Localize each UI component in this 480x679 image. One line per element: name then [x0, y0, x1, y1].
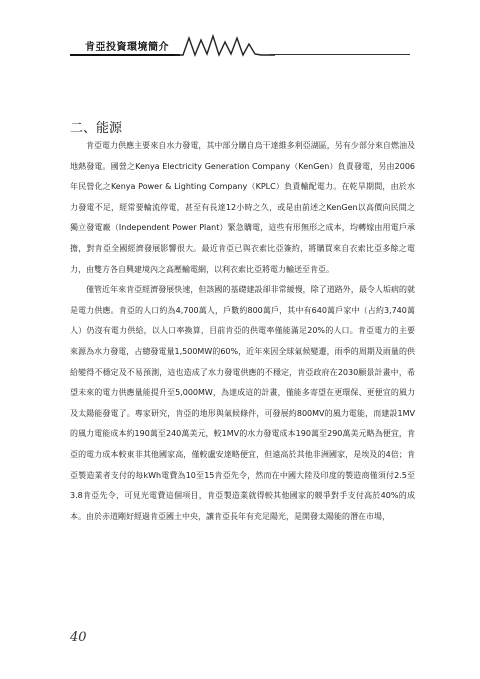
header-rule — [270, 54, 410, 55]
paragraph-2: 僅管近年來肯亞經濟發展快速，但該國的基礎建設卻非常緩慢，除了道路外，最令人垢病的就是電力供應。肯亞的人口約為4,700萬人，戶數約800萬戶，其中有640萬戶家中（占約3,740萬人）仍沒有電力供給，以人口率換算，目前肯亞的供電率僅能滿足20%的人口。肯亞電力的主要來源為水力發電，占總發電量1,500MW的60%，近年來因全球氣候變遷，雨季的周期及雨量的供給變得不穩定及不易預測，這也造成了水力發電供應的不穩定，肯亞政府在2030願景計畫中，希望未來的電力供應量能提升至5,000MW，為達成這的計畫，僅能多寄望在更環保、更便宜的風力及太陽能發電了。專家研究，肯亞的地形與氣候條件，可發展約800MV的風力電能，而建設1MV的風力電能成本約190萬至240萬美元，較1MV的水力發電成本190萬至290萬美元略為便宜，肯亞的電力成本較東非其他國家高，僅較盧安達略便宜，但遠高於其他非洲國家，是埃及的4倍；肯亞製造業者支付的每kWh電費為10至15肯亞先令，然而在中國大陸及印度的製造商僅須付2.5至3.8肯亞先令，可見光電費這個項目，肯亞製造業就得較其他國家的競爭對手支付高於40%的成本。由於赤道剛好經過肯亞國土中央，讓肯亞長年有充足陽光，是開發太陽能的潛在市場， — [70, 285, 415, 521]
waveform-icon — [175, 32, 275, 58]
body-text — [70, 136, 415, 527]
header-title: 肯亞投資環境簡介 — [85, 42, 169, 53]
header-underline — [70, 54, 180, 56]
page-number: 40 — [70, 630, 87, 645]
page-header — [0, 30, 480, 58]
section-heading: 二、能源 — [70, 120, 123, 136]
paragraph-1: 肯亞電力供應主要來自水力發電，其中部分購自烏干達維多利亞湖區，另有少部分來自燃油及地熱發電。國營之Kenya Electricity Generation Company（KenGen）負責發電，另由2006年民營化之Kenya Power & Lighting Company（KPLC）負責輸配電力。在乾旱期間，由於水力發電不足，經常要輪流停電，甚至有長達12小時之久，或是由前述之KenGen以高價向民間之獨立發電廠（Independent Power Plant）緊急購電，這些有形無形之成本，均轉嫁由用電戶承擔，對肯亞全國經濟發展影響很大。最近肯亞已與衣索比亞簽約，將購買來自衣索比亞多餘之電力，由雙方各自興建境內之高壓輸電網，以利衣索比亞將電力輸送至肯亞。 — [70, 141, 415, 274]
